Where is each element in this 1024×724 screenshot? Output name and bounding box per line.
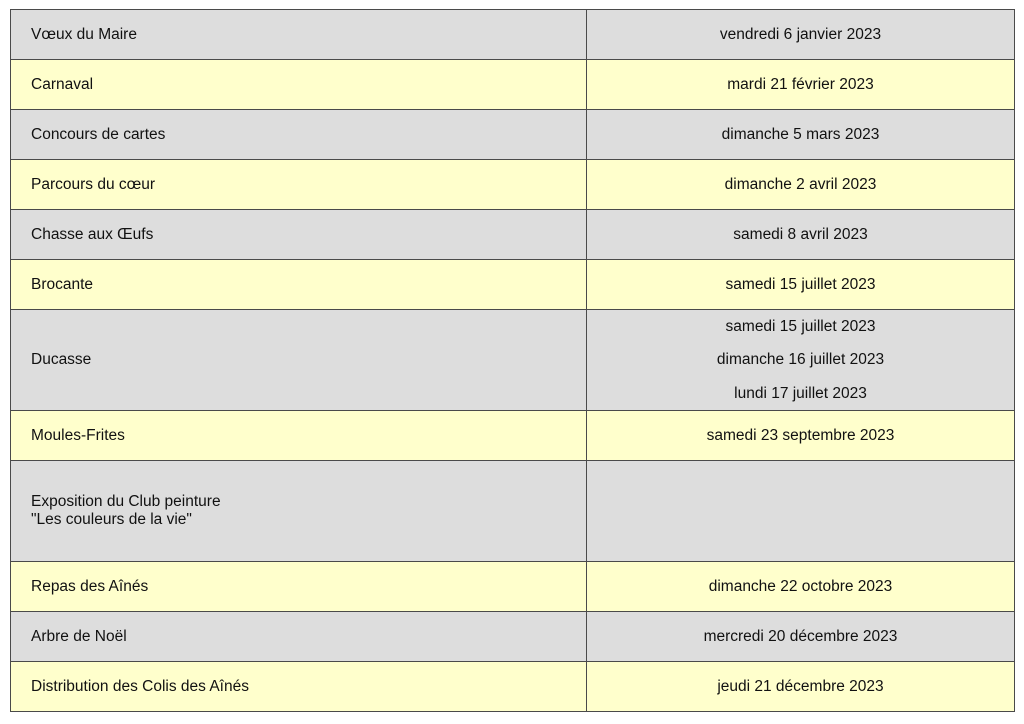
date-cell [587, 612, 1015, 662]
table-row [11, 110, 1015, 160]
events-table-body [11, 10, 1015, 712]
event-name: Repas des Aînés [31, 577, 149, 595]
date-cell [587, 662, 1015, 712]
event-name: Carnaval [31, 75, 94, 93]
event-name: Concours de cartes [31, 125, 166, 143]
event-date: lundi 17 juillet 2023 [734, 384, 867, 402]
date-cell [587, 10, 1015, 60]
event-name: Brocante [31, 275, 94, 293]
date-cell [587, 60, 1015, 110]
date-cell [587, 210, 1015, 260]
table-row [11, 160, 1015, 210]
event-cell [11, 210, 587, 260]
date-cell [587, 110, 1015, 160]
event-cell [11, 411, 587, 461]
event-date: samedi 15 juillet 2023 [725, 275, 876, 293]
date-cell [587, 260, 1015, 310]
event-date: dimanche 16 juillet 2023 [716, 351, 885, 369]
event-name: Parcours du cœur [31, 175, 156, 193]
event-date: samedi 15 juillet 2023 [725, 318, 876, 335]
event-date: mardi 21 février 2023 [727, 75, 874, 93]
event-name: Moules-Frites [31, 426, 125, 444]
event-name: Vœux du Maire [31, 25, 137, 43]
event-name: Arbre de Noël [31, 627, 127, 645]
date-cell [587, 310, 1015, 411]
event-date: dimanche 22 octobre 2023 [708, 577, 893, 595]
event-date: vendredi 6 janvier 2023 [719, 25, 882, 43]
event-date: dimanche 5 mars 2023 [721, 125, 880, 143]
event-date: mercredi 20 décembre 2023 [703, 627, 898, 645]
event-name: Ducasse [31, 351, 92, 369]
table-row [11, 461, 1015, 562]
date-cell [587, 562, 1015, 612]
table-row [11, 310, 1015, 411]
table-row [11, 562, 1015, 612]
table-row [11, 662, 1015, 712]
event-cell [11, 562, 587, 612]
event-cell [11, 10, 587, 60]
event-cell [11, 110, 587, 160]
event-date: jeudi 21 décembre 2023 [717, 677, 884, 695]
event-date: samedi 23 septembre 2023 [706, 426, 895, 444]
date-cell [587, 411, 1015, 461]
event-name: Exposition du Club peinture "Les couleurs de la vie" [31, 493, 221, 529]
table-row [11, 411, 1015, 461]
event-name: Distribution des Colis des Aînés [31, 677, 249, 695]
event-cell [11, 662, 587, 712]
event-cell [11, 612, 587, 662]
event-cell [11, 260, 587, 310]
date-cell [587, 160, 1015, 210]
table-row [11, 612, 1015, 662]
table-row [11, 60, 1015, 110]
event-date: dimanche 2 avril 2023 [724, 175, 877, 193]
event-cell [11, 160, 587, 210]
event-cell [11, 60, 587, 110]
table-row [11, 260, 1015, 310]
table-row [11, 210, 1015, 260]
events-table-frame [10, 9, 1015, 712]
event-date: samedi 8 avril 2023 [733, 225, 868, 243]
event-name: Chasse aux Œufs [31, 225, 154, 243]
event-cell [11, 461, 587, 562]
event-cell [11, 310, 587, 411]
events-table [10, 9, 1015, 712]
table-row [11, 10, 1015, 60]
date-cell [587, 461, 1015, 562]
